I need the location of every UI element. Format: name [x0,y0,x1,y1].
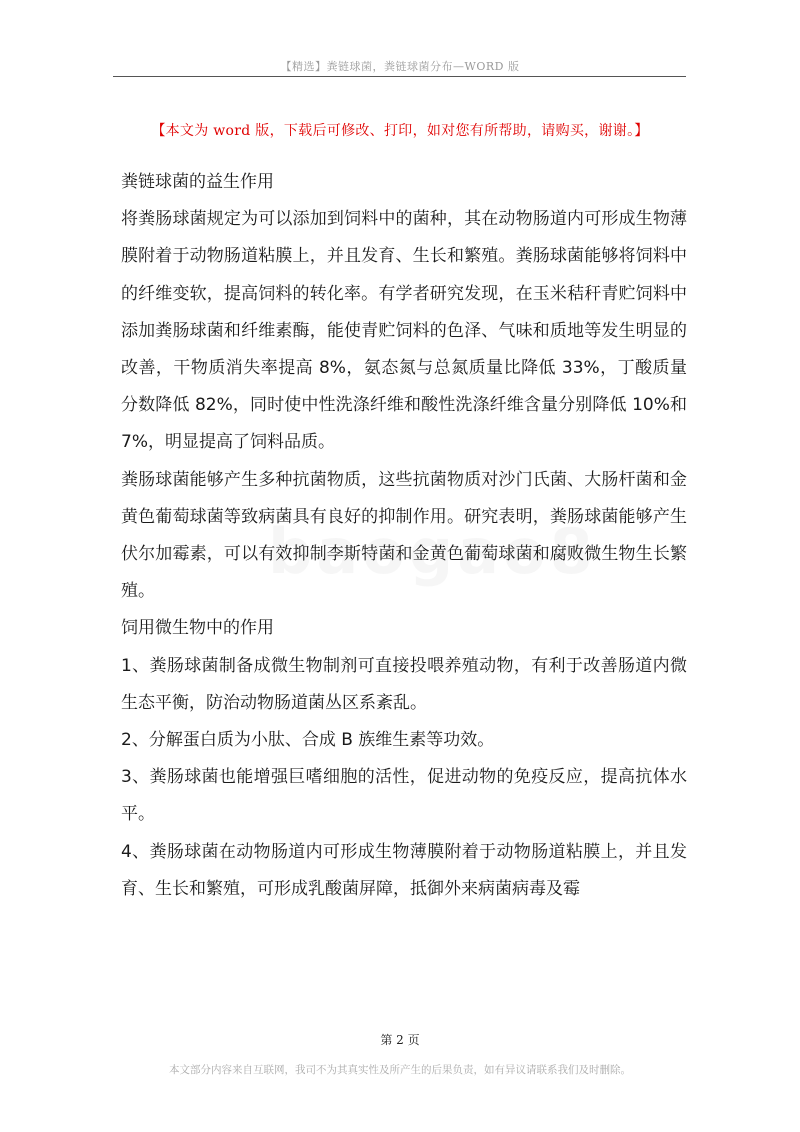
header-title: 【精选】粪链球菌，粪链球菌分布—WORD 版 [280,60,520,73]
section-heading-probiotic: 粪链球菌的益生作用 [121,172,274,192]
body-content [121,164,687,908]
download-notice: 【本文为 word 版，下载后可修改、打印，如对您有所帮助，请购买，谢谢。】 [151,123,649,139]
list-item-2: 2、分解蛋白质为小肽、合成 B 族维生素等功效。 [121,730,495,751]
list-item-3: 3、粪肠球菌也能增强巨嗜细胞的活性，促进动物的免疫反应，提高抗体水平。 [121,767,687,825]
list-item-1: 1、粪肠球菌制备成微生物制剂可直接投喂养殖动物，有利于改善肠道内微生态平衡，防治动物肠道菌丛区系紊乱。 [121,655,687,713]
section-heading-feed-microbe: 饲用微生物中的作用 [121,618,274,639]
list-item-4: 4、粪肠球菌在动物肠道内可形成生物薄膜附着于动物肠道粘膜上，并且发育、生长和繁殖，可形成乳酸菌屏障，抵御外来病菌病毒及霉 [121,841,687,899]
paragraph-feed-additive: 将粪肠球菌规定为可以添加到饲料中的菌种，其在动物肠道内可形成生物薄膜附着于动物肠道粘膜上，并且发育、生长和繁殖。粪肠球菌能够将饲料中的纤维变软，提高饲料的转化率。有学者研究发现，在玉米秸秆青贮饲料中添加粪肠球菌和纤维素酶，能使青贮饲料的色泽、气味和质地等发生明显的改善，干物质消失率提高 8%，氨态氮与总氮质量比降低 33%，丁酸质量分数降低 82%，同时使中性洗涤纤维和酸性洗涤纤维含量分别降低 10%和 7%，明显提高了饲料品质。 [121,209,687,453]
paragraph-antibacterial: 粪肠球菌能够产生多种抗菌物质，这些抗菌物质对沙门氏菌、大肠杆菌和金黄色葡萄球菌等致病菌具有良好的抑制作用。研究表明，粪肠球菌能够产生伏尔加霉素，可以有效抑制李斯特菌和金黄色葡萄球菌和腐败微生物生长繁殖。 [121,469,687,602]
header-divider [113,76,686,77]
page-number: 第 2 页 [380,1033,420,1047]
footer-disclaimer: 本文部分内容来自互联网，我司不为其真实性及所产生的后果负责，如有异议请联系我们及时删除。 [169,1064,631,1076]
